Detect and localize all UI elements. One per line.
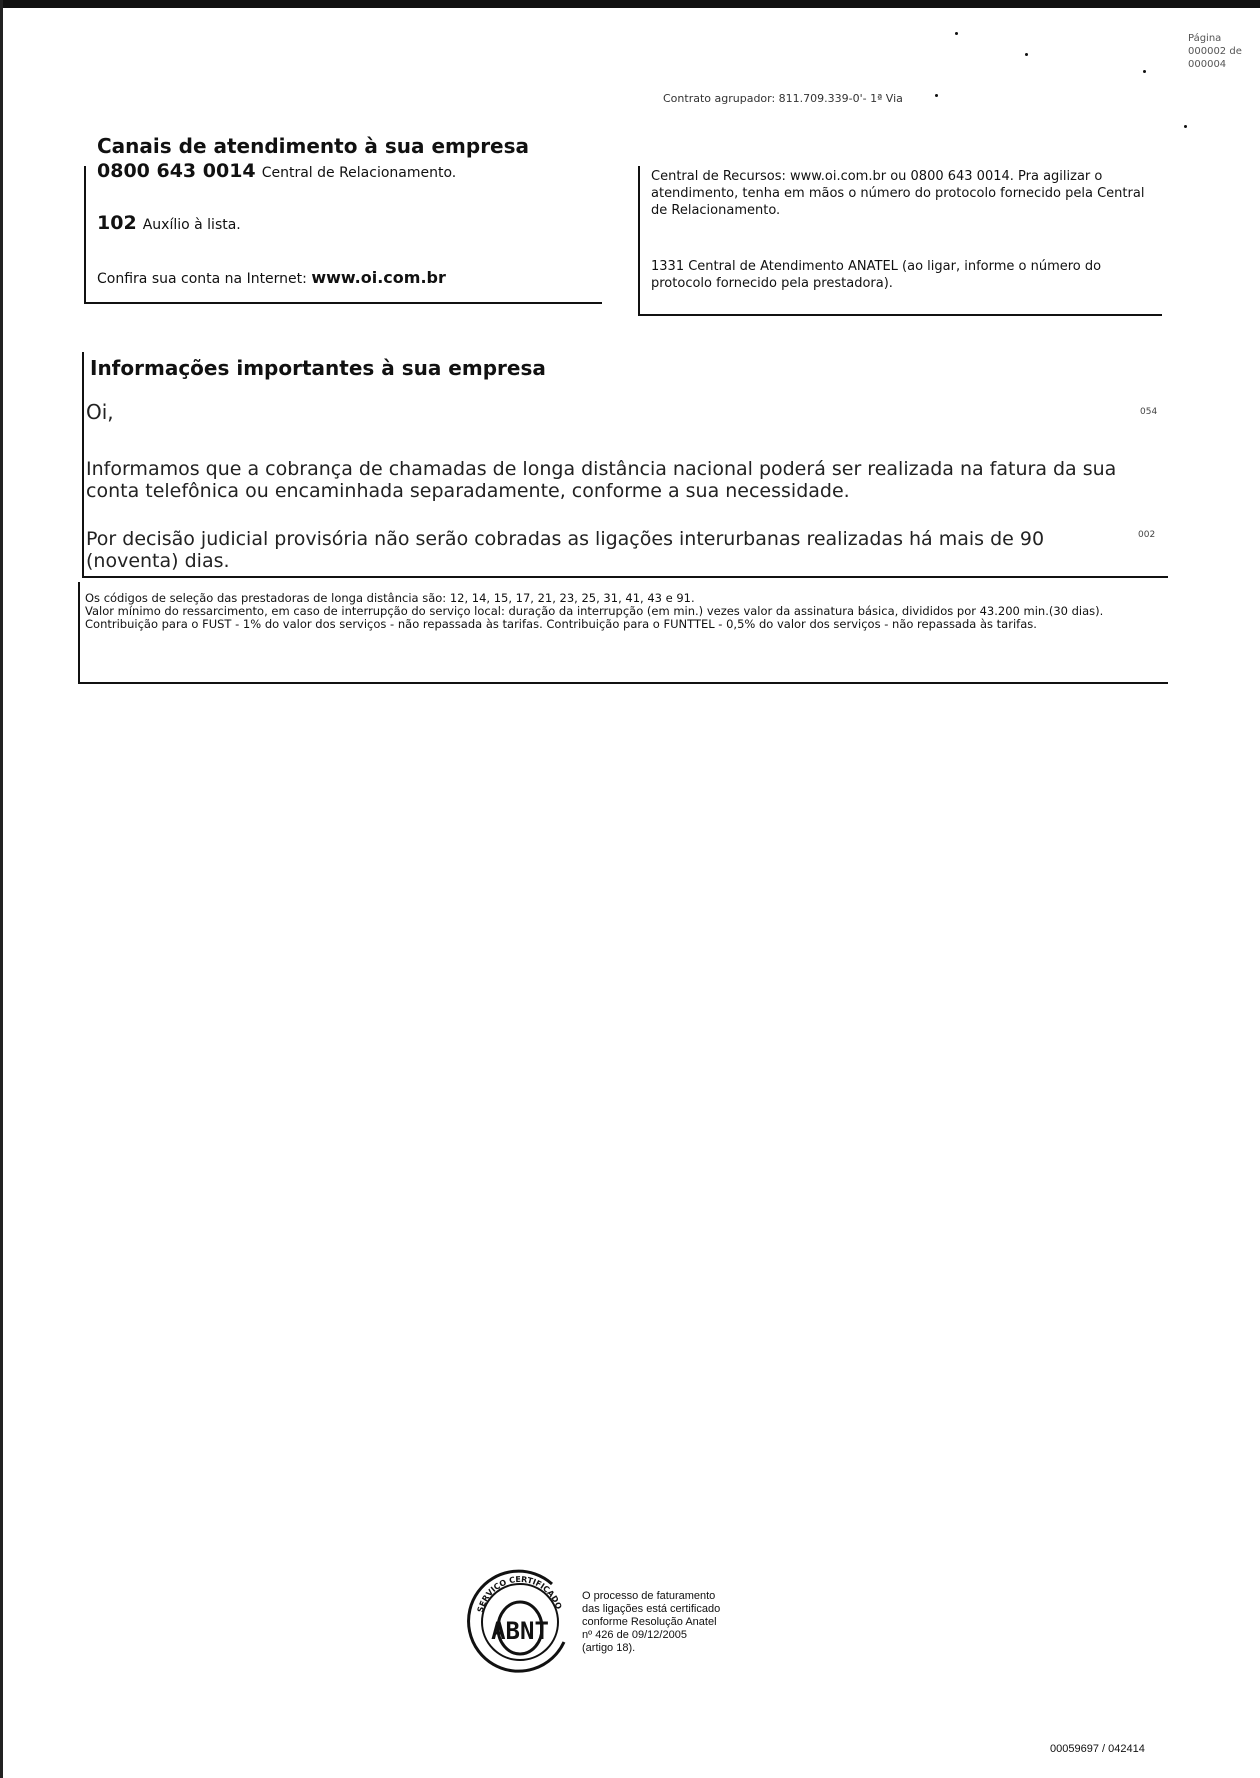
legal-line: Contribuição para o FUST - 1% do valor dos serviços - não repassada às tarifas. Contribuição para o FUNTTEL - 0,5% do valor dos serviços - não repassada às tarifas.: [85, 617, 1037, 631]
contract-number: Contrato agrupador: 811.709.339-0'- 1ª Via: [663, 92, 903, 105]
canais-phone-line: [97, 160, 456, 182]
scan-speck: [955, 32, 958, 35]
canais-internet-line: [97, 268, 446, 287]
seal-line: das ligações está certificado: [582, 1603, 721, 1615]
list-desc: Auxílio à lista.: [142, 217, 241, 233]
seal-ring-path: SERVIÇO CERTIFICADO: [475, 1574, 564, 1614]
canais-title: Canais de atendimento à sua empresa: [97, 134, 530, 158]
message-code: 054: [1140, 407, 1158, 417]
scan-top-edge: [0, 0, 1260, 8]
page-current: 000002 de: [1188, 46, 1242, 57]
scan-speck: [935, 94, 938, 97]
scan-left-edge: [0, 0, 3, 1778]
legal-line: Valor mínimo do ressarcimento, em caso de interrupção do serviço local: duração da interrupção (em min.) vezes valor da assinatura básica, divididos por 43.200 min.(30 dias).: [85, 604, 1104, 618]
scan-speck: [1143, 70, 1146, 73]
legal-line: Os códigos de seleção das prestadoras de longa distância são: 12, 14, 15, 17, 21, 23, 25, 31, 41, 43 e 91.: [85, 591, 695, 605]
seal-emblem-text: ABNT: [491, 1617, 549, 1645]
info-paragraph: Por decisão judicial provisória não serão cobradas as ligações interurbanas realizadas há mais de 90 (noventa) dias.: [86, 528, 1045, 572]
info-title: Informações importantes à sua empresa: [90, 356, 546, 380]
scan-speck: [1025, 53, 1028, 56]
phone-desc: Central de Relacionamento.: [261, 165, 457, 181]
internet-label: Confira sua conta na Internet:: [97, 271, 307, 287]
legal-notes: [85, 592, 1170, 631]
document-code: 00059697 / 042414: [1050, 1743, 1145, 1755]
internet-url: www.oi.com.br: [311, 268, 446, 287]
abnt-seal-icon: [460, 1560, 580, 1680]
recursos-text: Central de Recursos: www.oi.com.br ou 0800 643 0014. Pra agilizar o atendimento, tenha em mãos o número do protocolo fornecido pela Central de Relacionamento.: [651, 169, 1145, 218]
seal-caption: [582, 1590, 752, 1655]
canais-list-line: [97, 212, 241, 234]
page-label: Página: [1188, 33, 1222, 44]
seal-line: (artigo 18).: [582, 1642, 636, 1654]
seal-line: nº 426 de 09/12/2005: [582, 1629, 687, 1641]
info-greeting: Oi,: [86, 400, 114, 424]
seal-line: O processo de faturamento: [582, 1590, 716, 1602]
seal-line: conforme Resolução Anatel: [582, 1616, 717, 1628]
anatel-text: 1331 Central de Atendimento ANATEL (ao ligar, informe o número do protocolo fornecido pela prestadora).: [651, 259, 1102, 291]
scan-speck: [1184, 125, 1187, 128]
page-total: 000004: [1188, 59, 1227, 70]
message-code: 002: [1138, 530, 1156, 540]
page-number: [1188, 32, 1258, 71]
info-paragraph: Informamos que a cobrança de chamadas de longa distância nacional poderá ser realizada na fatura da sua conta telefônica ou encaminhada separadamente, conforme a sua necessidade.: [86, 458, 1117, 502]
list-number: 102: [97, 212, 137, 234]
phone-number: 0800 643 0014: [97, 160, 256, 182]
